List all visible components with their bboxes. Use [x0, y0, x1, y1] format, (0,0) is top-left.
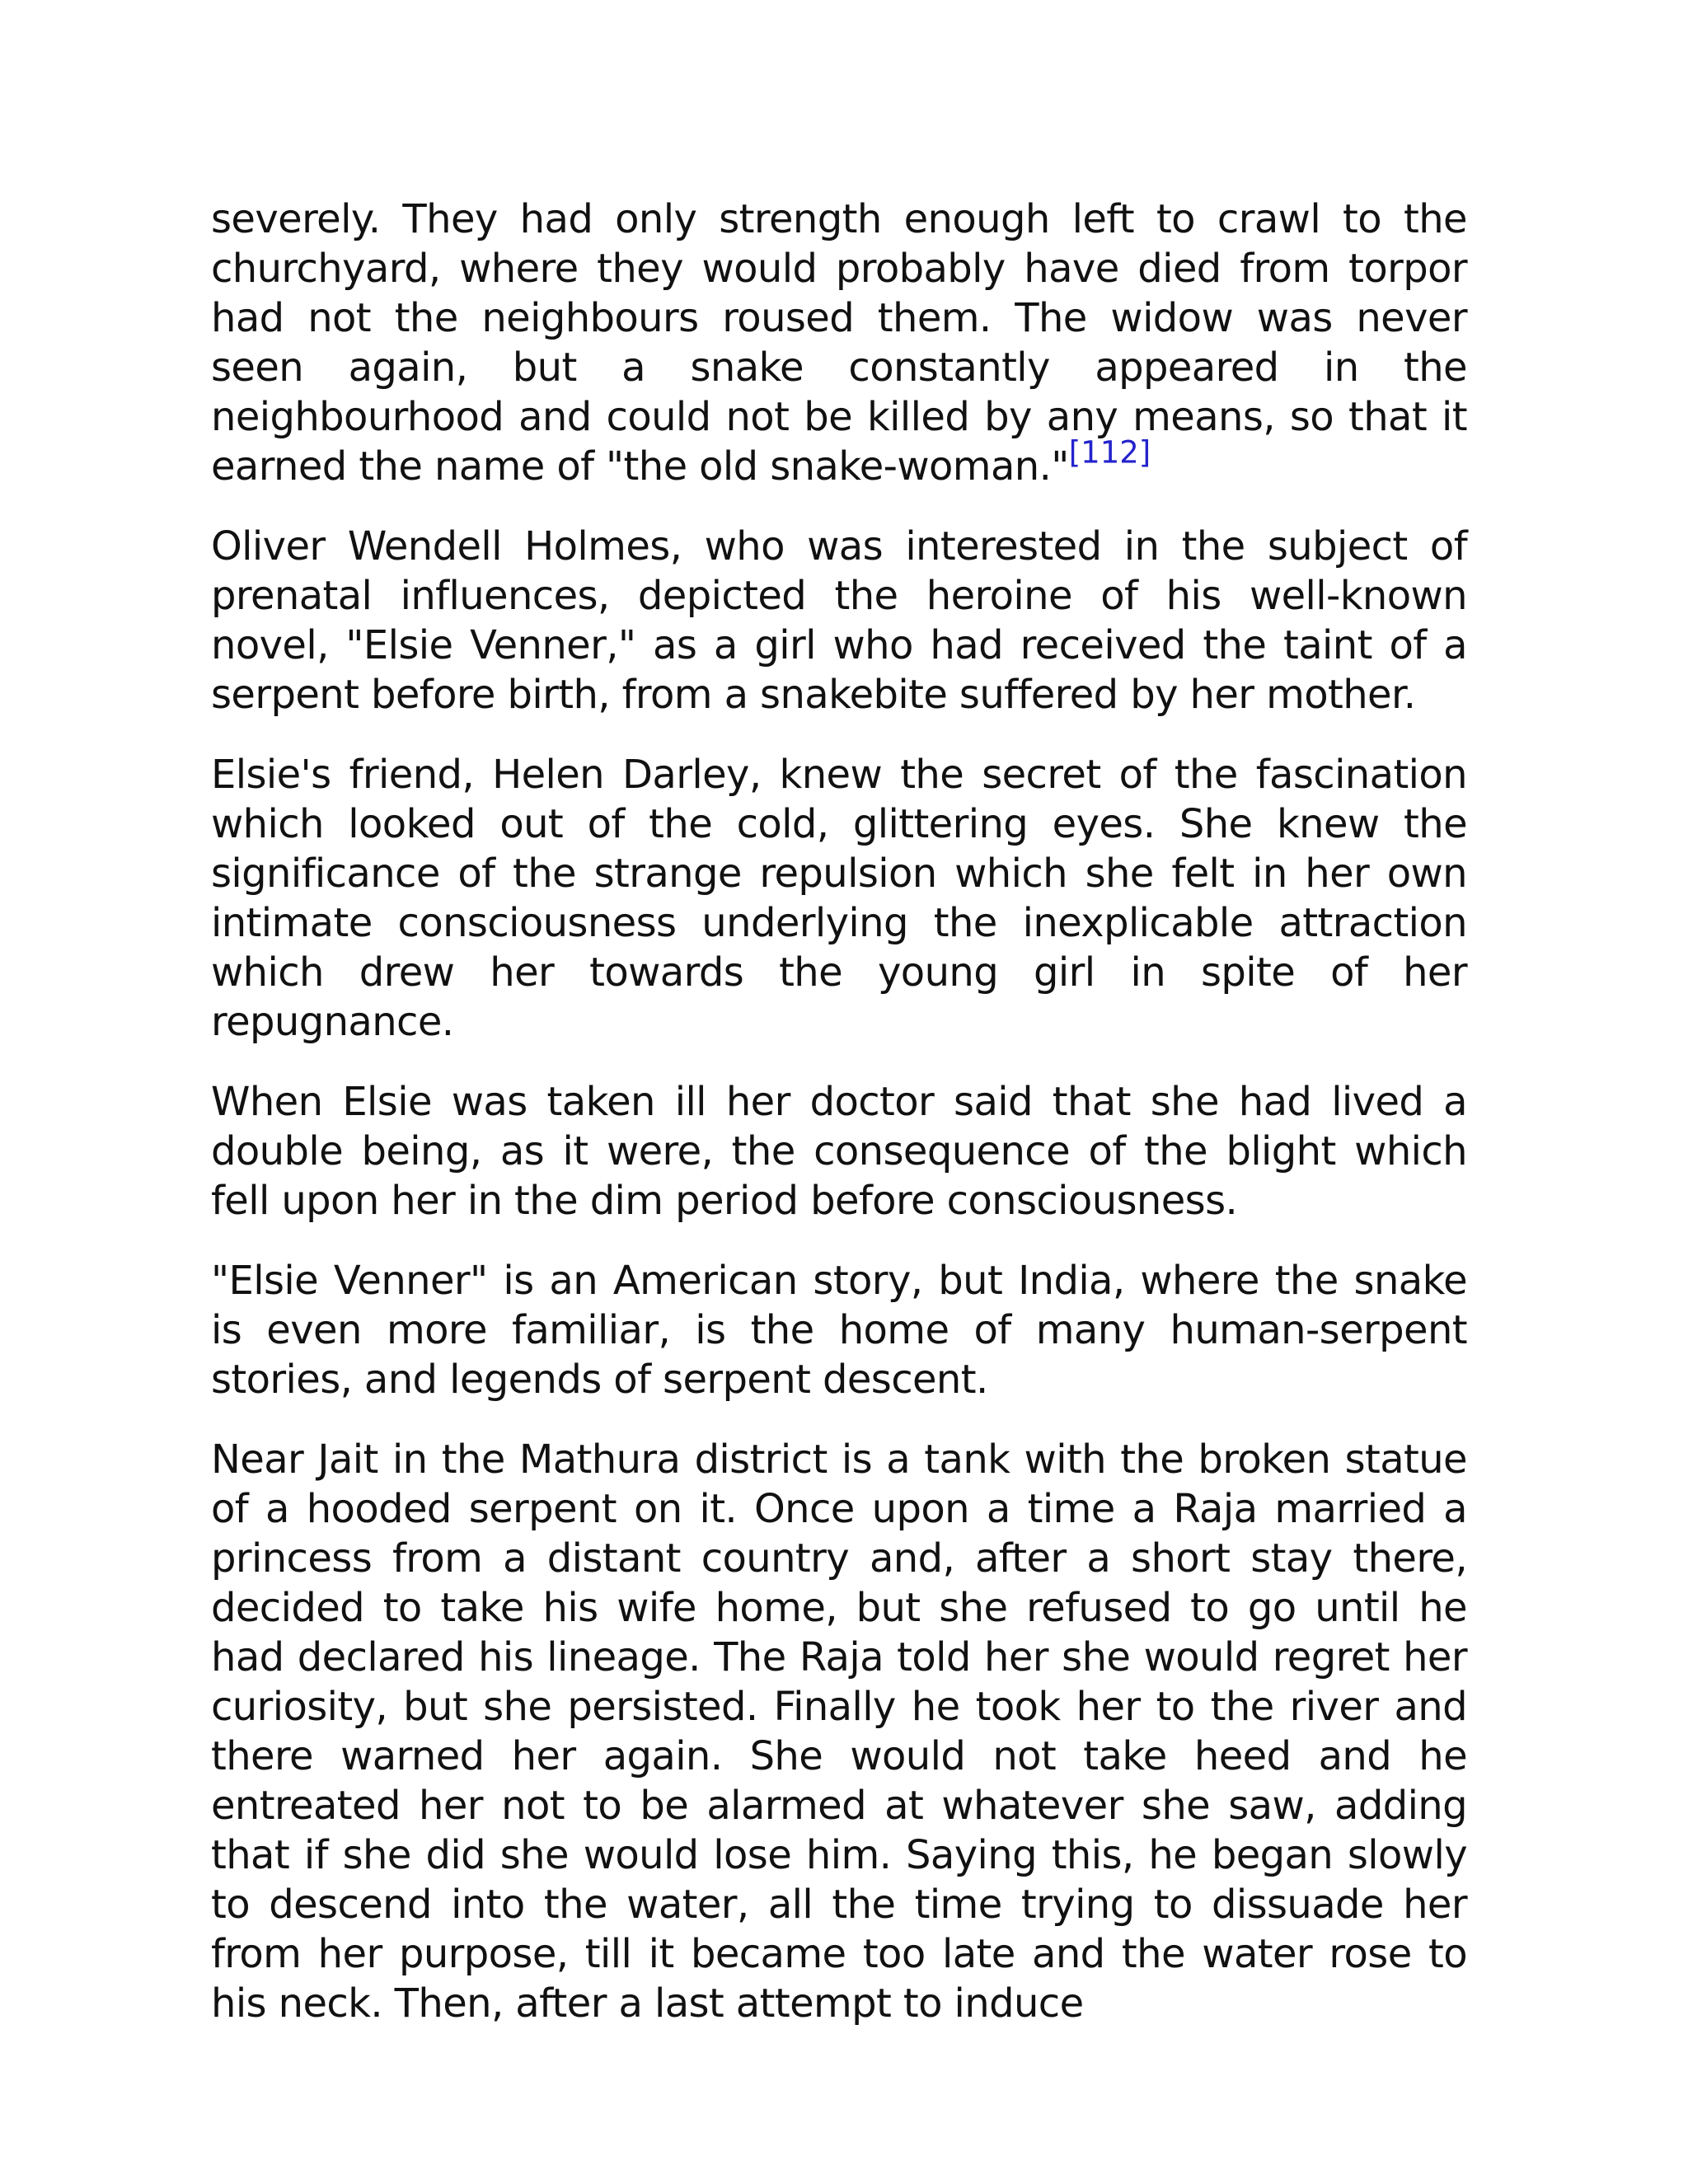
paragraph-text: Oliver Wendell Holmes, who was interested in the subject of prenatal influences, depicted the heroine of his well-known novel, "Elsie Venner," as a girl who had received the taint of a serpent before birth, from a snakebite suffered by her mother.: [211, 523, 1467, 718]
paragraph-text: When Elsie was taken ill her doctor said that she had lived a double being, as it were, the consequence of the blight which fell upon her in the dim period before consciousness.: [211, 1079, 1467, 1224]
paragraph-holmes: [211, 522, 1467, 719]
paragraph-snake-woman: [211, 194, 1467, 491]
paragraph-american-story: [211, 1256, 1467, 1404]
document-page: [211, 194, 1467, 2059]
paragraph-text: Near Jait in the Mathura district is a tank with the broken statue of a hooded serpent on it. Once upon a time a Raja married a princess from a distant country and, after a short stay there, decided to take his wife home, but she refused to go until he had declared his lineage. The Raja told her she would regret her curiosity, but she persisted. Finally he took her to the river and there warned her again. She would not take heed and he entreated her not to be alarmed at whatever she saw, adding that if she did she would lose him. Saying this, he began slowly to descend into the water, all the time trying to dissuade her from her purpose, till it became too late and the water rose to his neck. Then, after a last attempt to induce: [211, 1436, 1467, 2027]
paragraph-text: severely. They had only strength enough left to crawl to the churchyard, where they would probably have died from torpor had not the neighbours roused them. The widow was never seen again, but a snake constantly appeared in the neighbourhood and could not be killed by any means, so that it earned the name of "the old snake-woman.": [211, 196, 1467, 490]
paragraph-text: Elsie's friend, Helen Darley, knew the secret of the fascination which looked out of the cold, glittering eyes. She knew the significance of the strange repulsion which she felt in her own intimate consciousness underlying the inexplicable attraction which drew her towards the young girl in spite of her repugnance.: [211, 752, 1467, 1045]
paragraph-jait-legend: [211, 1435, 1467, 2028]
paragraph-elsie-ill: [211, 1077, 1467, 1226]
paragraph-helen-darley: [211, 750, 1467, 1047]
paragraph-text: "Elsie Venner" is an American story, but India, where the snake is even more familiar, is the home of many human-serpent stories, and legends of serpent descent.: [211, 1258, 1467, 1403]
footnote-link[interactable]: [112]: [1068, 434, 1151, 471]
